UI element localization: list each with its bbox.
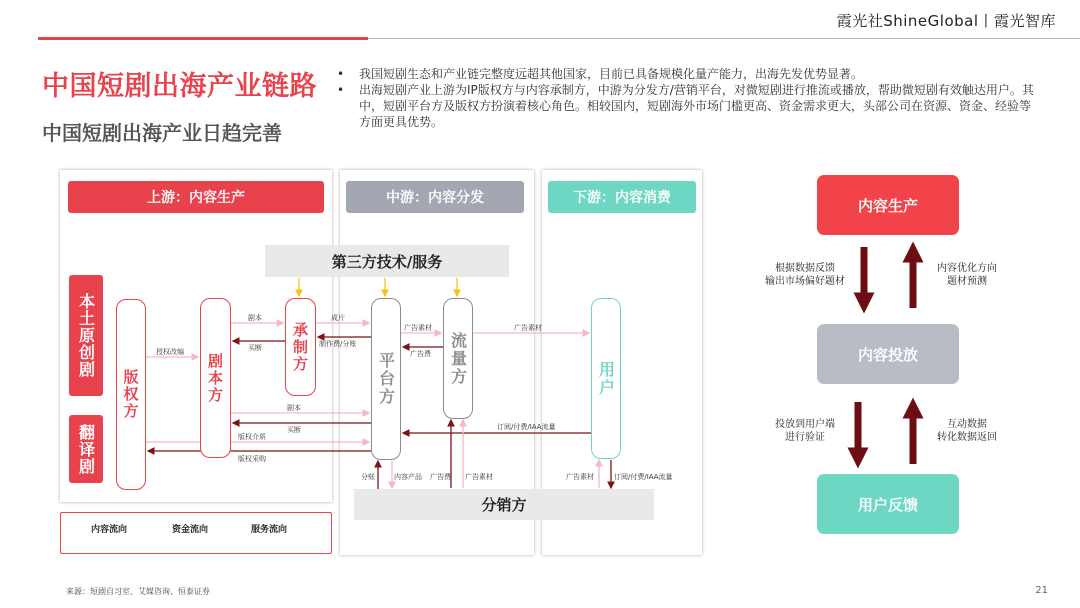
flow-label-script: 剧本 [287, 404, 301, 412]
flow-label-ad-material: 广告素材 [465, 473, 493, 481]
copyright-holder-box [116, 299, 146, 490]
flow-label-ad-fee: 广告费 [410, 350, 431, 358]
page-number: 21 [1035, 585, 1048, 596]
production-party-label: 承制方 [291, 321, 309, 373]
third-party-services-box: 第三方技术/服务 [265, 245, 509, 277]
page-subtitle: 中国短剧出海产业日趋完善 [42, 121, 282, 145]
platform-label: 平台方 [376, 352, 396, 406]
copyright-holder-label: 版权方 [121, 369, 140, 420]
loop-label-line: 互动数据 [947, 419, 987, 430]
bullet-item [337, 82, 1042, 130]
distribution-box: 分销方 [354, 489, 654, 520]
flow-label-content-product: 内容产品 [394, 473, 422, 481]
traffic-party-box [443, 298, 473, 419]
loop-label-line: 题材预测 [947, 276, 987, 287]
flow-label-film: 成片 [331, 314, 345, 322]
legend-money-flow: 资金流向 [172, 525, 209, 535]
loop-label-interaction [922, 418, 1012, 444]
page-title: 中国短剧出海产业链路 [42, 71, 317, 102]
loop-label-line: 内容优化方向 [937, 263, 997, 274]
bullet-marker: • [337, 83, 345, 97]
loop-label-deploy [760, 418, 850, 444]
local-original-drama-label: 本土原创剧 [76, 293, 96, 378]
brand-logo-text: 霞光社ShineGlobal丨霞光智库 [836, 12, 1056, 30]
flow-label-copyright-media: 版权介质 [238, 433, 266, 441]
loop-label-line: 转化数据返回 [937, 432, 997, 443]
user-label: 用户 [596, 360, 616, 397]
bullet-text: 我国短剧生态和产业链完整度远超其他国家，目前已具备规模化量产能力，出海先发优势显著。 [359, 67, 864, 81]
bullet-item [337, 66, 1042, 82]
intro-bullets [337, 66, 1042, 130]
flow-label-script: 剧本 [248, 314, 262, 322]
bullet-text: 出海短剧产业上游为IP版权方与内容承制方，中游为分发方/营销平台，对微短剧进行推流或播放，帮助微短剧有效触达用户。其中，短剧平台方及版权方扮演着核心角色。相较国内，短剧海外市场门槛更高、资金需求更大，头部公司在资源、资金、经验等方面更具优势。 [359, 83, 1034, 129]
script-party-label: 剧本方 [206, 352, 224, 404]
downstream-header: 下游：内容消费 [548, 181, 696, 213]
flow-label-subscription: 订阅/付费/IAA流量 [614, 473, 673, 481]
loop-label-line: 进行验证 [785, 432, 825, 443]
loop-content-placement: 内容投放 [817, 324, 959, 384]
flow-label-buyout: 买断 [287, 426, 301, 434]
flow-label-ad-fee: 广告费 [430, 473, 451, 481]
traffic-party-label: 流量方 [448, 331, 468, 386]
flow-label-ad-material: 广告素材 [566, 473, 594, 481]
translated-drama-label: 翻译剧 [76, 423, 96, 475]
loop-content-production: 内容生产 [817, 175, 959, 235]
legend-content-flow: 内容流向 [91, 525, 128, 535]
loop-label-optimization [922, 262, 1012, 288]
midstream-header: 中游：内容分发 [346, 181, 524, 213]
loop-label-feedback-output [755, 262, 855, 288]
loop-label-line: 根据数据反馈 [775, 263, 835, 274]
production-party-box [285, 298, 316, 396]
source-note: 来源：短剧自习室、艾媒咨询、恒泰证券 [66, 587, 210, 596]
user-box [591, 298, 621, 459]
local-original-drama-box [69, 275, 103, 396]
loop-label-line: 投放到用户端 [775, 419, 835, 430]
flow-legend [60, 512, 332, 554]
flow-label-ad-material: 广告素材 [514, 324, 542, 332]
flow-label-license: 授权改编 [156, 348, 184, 356]
header-accent-bar [38, 37, 368, 40]
flow-label-production-fee: 制作费/分账 [319, 340, 357, 348]
loop-label-line: 输出市场偏好题材 [765, 276, 845, 287]
loop-user-feedback: 用户反馈 [817, 474, 959, 534]
flow-label-subscription: 订阅/付费/IAA流量 [497, 423, 556, 431]
flow-label-buyout: 买断 [248, 344, 262, 352]
flow-label-copyright-purchase: 版权采购 [238, 455, 266, 463]
platform-box [371, 298, 401, 460]
translated-drama-box [69, 415, 103, 483]
bullet-marker: • [337, 67, 345, 81]
legend-service-flow: 服务流向 [251, 525, 288, 535]
script-party-box [200, 298, 231, 458]
flow-label-ad-material: 广告素材 [404, 324, 432, 332]
flow-label-split: 分账 [361, 473, 375, 481]
upstream-header: 上游：内容生产 [68, 181, 324, 213]
